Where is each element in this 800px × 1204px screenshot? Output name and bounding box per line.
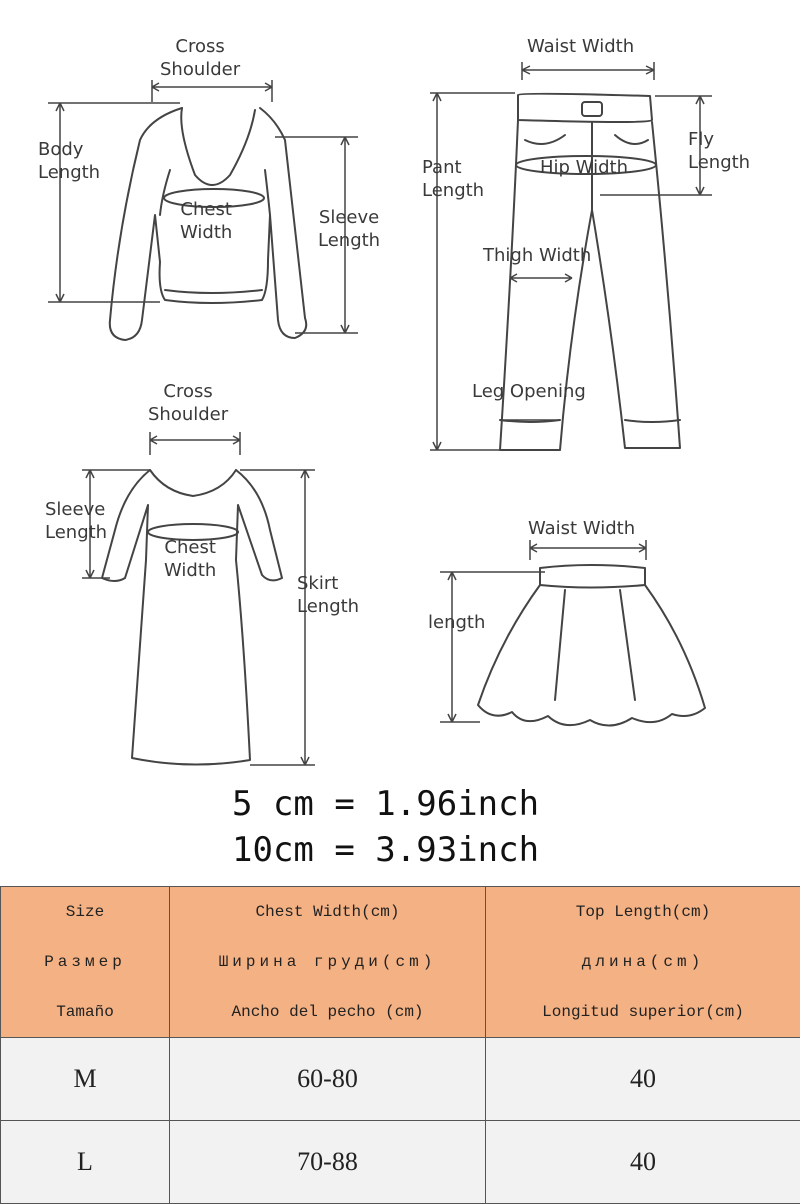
- dress-sleeve-length-label: Sleeve Length: [45, 498, 107, 544]
- pants-waist-width-label: Waist Width: [527, 35, 634, 58]
- dress-cross-shoulder-label: Cross Shoulder: [148, 380, 228, 426]
- sweater-cross-shoulder-label: Cross Shoulder: [160, 35, 240, 81]
- top-length-column-header: Top Length(cm) длина(cm) Longitud superior(cm): [486, 887, 800, 1038]
- sweater-body-length-label: Body Length: [38, 138, 100, 184]
- size-column-header: Size Размер Tamaño: [1, 887, 170, 1038]
- dress-skirt-length-label: Skirt Length: [297, 572, 359, 618]
- conversion-line-1: 5 cm = 1.96inch: [232, 784, 539, 824]
- table-row: [1, 1121, 800, 1204]
- top-length-cell: 40: [486, 1121, 800, 1204]
- table-header-row: [1, 887, 800, 1038]
- pants-leg-opening-label: Leg Opening: [472, 380, 586, 403]
- chest-width-cell: 60-80: [170, 1038, 486, 1121]
- pants-hip-width-label: Hip Width: [540, 156, 628, 179]
- skirt-length-label: length: [428, 611, 485, 634]
- conversion-line-2: 10cm = 3.93inch: [232, 830, 539, 870]
- dress-sketch: [102, 470, 282, 765]
- pants-pant-length-label: Pant Length: [422, 156, 484, 202]
- size-table: [0, 886, 800, 1204]
- sweater-sleeve-length-label: Sleeve Length: [318, 206, 380, 252]
- skirt-waist-width-label: Waist Width: [528, 517, 635, 540]
- dress-chest-width-label: Chest Width: [164, 536, 216, 582]
- sweater-chest-width-label: Chest Width: [180, 198, 232, 244]
- top-length-cell: 40: [486, 1038, 800, 1121]
- chest-width-cell: 70-88: [170, 1121, 486, 1204]
- size-cell: L: [1, 1121, 170, 1204]
- size-cell: M: [1, 1038, 170, 1121]
- chest-width-column-header: Chest Width(cm) Ширина груди(cm) Ancho del pecho (cm): [170, 887, 486, 1038]
- skirt-sketch: [478, 565, 705, 726]
- table-row: [1, 1038, 800, 1121]
- pants-fly-length-label: Fly Length: [688, 128, 750, 174]
- pants-thigh-width-label: Thigh Width: [483, 244, 591, 267]
